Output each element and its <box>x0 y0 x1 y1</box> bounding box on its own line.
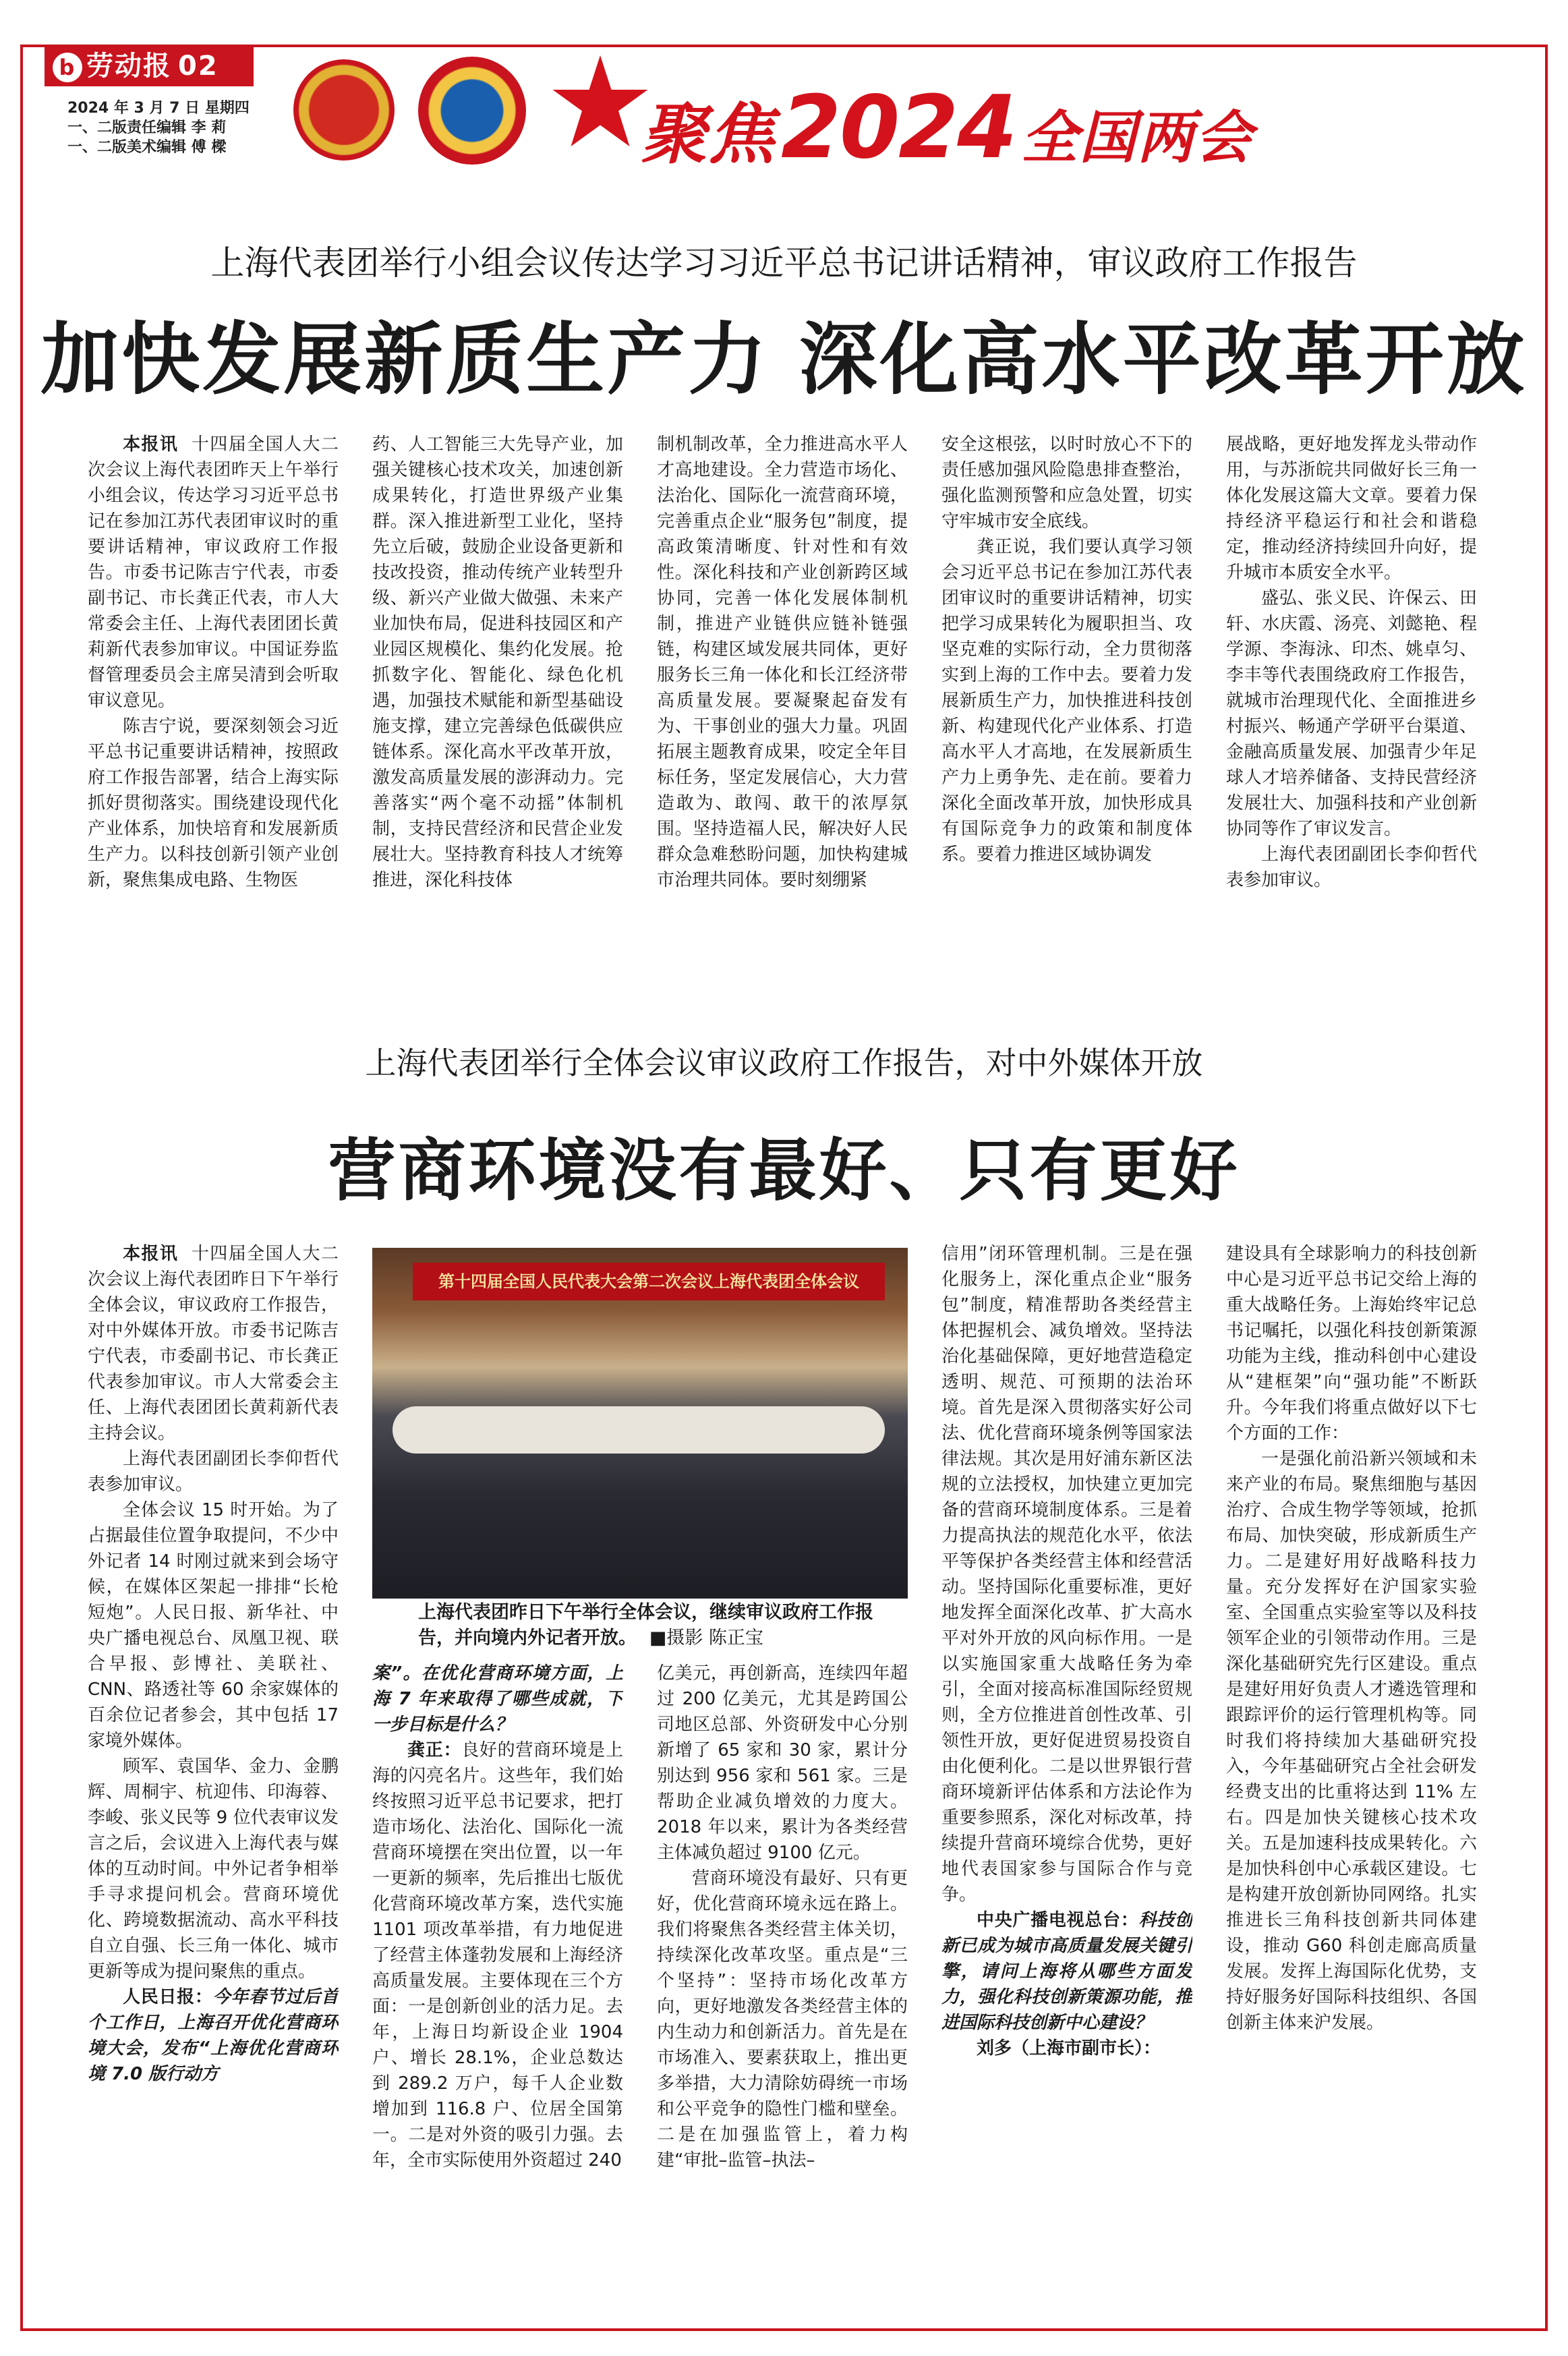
photo-table <box>393 1406 885 1454</box>
page-number: 02 <box>178 51 219 82</box>
paragraph: 龚正说，我们要认真学习领会习近平总书记在参加江苏代表团审议时的重要讲话精神，切实把学习成果转化为履职担当、攻坚克难的实际行动，全力贯彻落实到上海的工作中去。要着力发展新质生产力，加快推进科技创新、构建现代化产业体系、打造高水平人才高地，在发展新质生产力上勇争先、走在前。要着力深化全面改革开放，加快形成具有国际竞争力的政策和制度体系。要着力推进区域协调发 <box>941 537 1192 865</box>
photo-credit: ■摄影 陈正宝 <box>649 1628 763 1648</box>
photo-caption <box>418 1600 904 1651</box>
article2-column-2: 案”。在优化营商环境方面，上海 7 年来取得了哪些成就，下一步目标是什么？ 龚正：良好的营商环境是上海的闪亮名片。这些年，我们始终按照习近平总书记要求，把打造市场化、法治化、国际化一流营商环境摆在突出位置，以一年一更新的频率，先后推出七版优化营商环境改革方案，迭代实施 1101 项改革举措，有力地促进了经营主体蓬勃发展和上海经济高质量发展。主要体现在三个方面：一是创新创业的活力足。去年，上海日均新设企业 1904 户、增长 28.1%，企业总数达到 289.2 万户，每千人企业数增加到 116.8 户、位居全国第一。二是对外资的吸引力强。去年，全市实际使用外资超过 240 <box>372 1661 623 2300</box>
paragraph: 顾军、袁国华、金力、金鹏辉、周桐宇、杭迎伟、印海蓉、李峻、张义民等 9 位代表审议发言之后，会议进入上海代表与媒体的互动时间。中外记者争相举手寻求提问机会。营商环境优化、跨境数据流动、高水平科技自立自强、长三角一体化、城市更新等成为提问聚焦的重点。 <box>88 1756 339 1982</box>
national-emblem-icon <box>293 59 395 161</box>
masthead-meta <box>67 98 250 157</box>
article2-column-4 <box>941 1241 1192 2300</box>
article1-column-2 <box>372 432 623 1012</box>
issue-date: 2024 年 3 月 7 日 星期四 <box>67 100 250 117</box>
paragraph: 亿美元，再创新高，连续四年超过 200 亿美元，尤其是跨国公司地区总部、外资研发中心分别新增了 65 家和 30 家，累计分别达到 956 家和 561 家。三是帮助企业减负增效的力度大。2018 年以来，累计为各类经营主体减负超过 9100 亿元。 <box>657 1663 908 1863</box>
designer-credit: 一、二版美术编辑 傅 樑 <box>67 139 227 156</box>
paragraph: 营商环境没有最好、只有更好，优化营商环境永远在路上。我们将聚焦各类经营主体关切，持续深化改革攻坚。重点是“三个坚持”：坚持市场化改革方向，更好地激发各类经营主体的内生动力和创新活力。首先是在市场准入、要素获取上，推出更多举措，大力清除妨碍统一市场和公平竞争的隐性门槛和壁垒。二是在加强监管上，着力构建“审批–监管–执法– <box>657 1868 908 2171</box>
paragraph: 一是强化前沿新兴领域和未来产业的布局。聚焦细胞与基因治疗、合成生物学等领域，抢抓布局、加快突破，形成新质生产力。二是建好用好战略科技力量。充分发挥好在沪国家实验室、全国重点实验室等以及科技领军企业的引领带动作用。三是深化基础研究先行区建设。重点是建好用好负责人才遴选管理和跟踪评价的运行管理机构等。同时我们将持续加大基础研究投入，今年基础研究占全社会研发经费支出的比重将达到 11% 左右。四是加快关键核心技术攻关。五是加速科技成果转化。六是加快科创中心承载区建设。七是构建开放创新协同网络。扎实推进长三角科技创新共同体建设，推动 G60 科创走廊高质量发展。发挥上海国际化优势，支持好服务好国际科技组织、各国创新主体来沪发展。 <box>1226 1449 1477 2033</box>
article2-headline: 营商环境没有最好、只有更好 <box>328 1130 1240 1210</box>
answer-speaker: 刘多（上海市副市长）： <box>977 2038 1161 2059</box>
article1-column-1: 本报讯 十四届全国人大二次会议上海代表团昨天上午举行小组会议，传达学习习近平总书记在参加江苏代表团审议时的重要讲话精神，审议政府工作报告。市委书记陈吉宁代表，市委副书记、市长龚正代表，市人大常委会主任、上海代表团团长黄莉新代表参加审议。中国证券监督管理委员会主席吴清到会听取审议意见。 陈吉宁说，要深刻领会习近平总书记重要讲话精神，按照政府工作报告部署，结合上海实际抓好贯彻落实。围绕建设现代化产业体系，加快培育和发展新质生产力。以科技创新引领产业创新，聚焦集成电路、生物医 <box>88 432 339 1012</box>
banner-part1: 聚焦 <box>641 96 776 173</box>
caption-text: 上海代表团昨日下午举行全体会议，继续审议政府工作报告，并向境内外记者开放。 <box>418 1602 873 1648</box>
dateline-tag: 本报讯 <box>123 434 179 455</box>
article1-column-3 <box>657 432 908 1012</box>
newspaper-logo <box>53 47 219 85</box>
paragraph: 药、人工智能三大先导产业，加强关键核心技术攻关，加速创新成果转化，打造世界级产业集群。深入推进新型工业化，坚持先立后破，鼓励企业设备更新和技改投资，推动传统产业转型升级、新兴产业做大做强、未来产业加快布局，促进科技园区和产业园区规模化、集约化发展。抢抓数字化、智能化、绿色化机遇，加强技术赋能和新型基础设施支撑，建立完善绿色低碳供应链体系。深化高水平改革开放，激发高质量发展的澎湃动力。完善落实“两个毫不动摇”体制机制，支持民营经济和民营企业发展壮大。坚持教育科技人才统筹推进，深化科技体 <box>372 434 623 890</box>
section-banner <box>641 78 1253 178</box>
article2-column-3 <box>657 1661 908 2300</box>
question-text: 科技创新已成为城市高质量发展关键引擎，请问上海将从哪些方面发力，强化科技创新策源功能，推进国际科技创新中心建设？ <box>941 1910 1192 2033</box>
editor-credit: 一、二版责任编辑 李 莉 <box>67 119 227 136</box>
dateline-tag: 本报讯 <box>123 1244 179 1264</box>
paragraph: 信用”闭环管理机制。三是在强化服务上，深化重点企业“服务包”制度，精准帮助各类经营主体把握机会、减负增效。坚持法治化基础保障，更好地营造稳定透明、规范、可预期的法治环境。首先是深入贯彻落实好公司法、优化营商环境条例等国家法律法规。其次是用好浦东新区法规的立法授权，加快建立更加完备的营商环境制度体系。三是着力提高执法的规范化水平，依法平等保护各类经营主体和经营活动。坚持国际化重要标准，更好地发挥全面深化改革、扩大高水平对外开放的风向标作用。一是以实施国家重大战略任务为牵引，全面对接高标准国际经贸规则，全方位推进首创性改革、引领性开放，更好促进贸易投资自由化便利化。二是以世界银行营商环境新评估体系和方法论作为重要参照系，深化对标改革，持续提升营商环境综合优势，更好地代表国家参与国际合作与竞争。 <box>941 1244 1192 1905</box>
meeting-photo <box>372 1248 908 1599</box>
article1-subtitle: 上海代表团举行小组会议传达学习习近平总书记讲话精神，审议政府工作报告 <box>210 243 1358 283</box>
paragraph: 上海代表团副团长李仰哲代表参加审议。 <box>88 1449 339 1495</box>
question-text: 今年春节过后首个工作日，上海召开优化营商环境大会，发布“上海优化营商环境 7.0 版行动方 <box>88 1987 339 2084</box>
paragraph: 安全这根弦，以时时放心不下的责任感加强风险隐患排查整治，强化监测预警和应急处置，切实守牢城市安全底线。 <box>941 434 1192 531</box>
paragraph: 陈吉宁说，要深刻领会习近平总书记重要讲话精神，按照政府工作报告部署，结合上海实际抓好贯彻落实。围绕建设现代化产业体系，加快培育和发展新质生产力。以科技创新引领产业创新，聚焦集成电路、生物医 <box>88 716 339 890</box>
logo-mark-icon: b <box>53 53 82 82</box>
article1-column-4 <box>941 432 1192 1012</box>
article1-headline: 加快发展新质生产力 深化高水平改革开放 <box>40 314 1528 405</box>
photo-banner-text: 第十四届全国人民代表大会第二次会议上海代表团全体会议 <box>413 1263 885 1300</box>
article2-subtitle: 上海代表团举行全体会议审议政府工作报告，对中外媒体开放 <box>365 1045 1203 1081</box>
banner-year: 2024 <box>781 78 1016 178</box>
question-source: 人民日报： <box>123 1987 213 2007</box>
article1-column-5 <box>1226 432 1477 1012</box>
paragraph: 盛弘、张义民、许保云、田轩、水庆霞、汤亮、刘懿艳、程学源、李海泳、印杰、姚卓匀、李丰等代表围绕政府工作报告，就城市治理现代化、全面推进乡村振兴、畅通产学研平台渠道、金融高质量发展、加强青少年足球人才培养储备、支持民营经济发展壮大、加强科技和产业创新协同等作了审议发言。 <box>1226 588 1477 839</box>
question-source: 中央广播电视总台： <box>977 1910 1139 1930</box>
paragraph: 展战略，更好地发挥龙头带动作用，与苏浙皖共同做好长三角一体化发展这篇大文章。要着力保持经济平稳运行和社会和谐稳定，推动经济持续回升向好，提升城市本质安全水平。 <box>1226 434 1477 583</box>
article2-column-5 <box>1226 1241 1477 2300</box>
cppcc-emblem-icon <box>418 57 526 165</box>
paragraph: 上海代表团副团长李仰哲代表参加审议。 <box>1226 844 1477 890</box>
paragraph: 建设具有全球影响力的科技创新中心是习近平总书记交给上海的重大战略任务。上海始终牢记总书记嘱托，以强化科技创新策源功能为主线，推动科创中心建设从“建框架”向“强功能”不断跃升。今年我们将重点做好以下七个方面的工作： <box>1226 1244 1477 1443</box>
banner-part3: 全国两会 <box>1021 105 1254 171</box>
red-star-icon <box>550 51 651 152</box>
paragraph: 制机制改革，全力推进高水平人才高地建设。全力营造市场化、法治化、国际化一流营商环境，完善重点企业“服务包”制度，提高政策清晰度、针对性和有效性。深化科技和产业创新跨区域协同，完善一体化发展体制机制，推进产业链供应链补链强链，构建区域发展共同体，更好服务长三角一体化和长江经济带高质量发展。要凝聚起奋发有为、干事创业的强大力量。巩固拓展主题教育成果，咬定全年目标任务，坚定发展信心，大力营造敢为、敢闯、敢干的浓厚氛围。坚持造福人民，解决好人民群众急难愁盼问题，加快构建城市治理共同体。要时刻绷紧 <box>657 434 908 890</box>
paragraph: 全体会议 15 时开始。为了占据最佳位置争取提问，不少中外记者 14 时刚过就来到会场守候，在媒体区架起一排排“长枪短炮”。人民日报、新华社、中央广播电视总台、凤凰卫视、联合早报、彭博社、美联社、CNN、路透社等 60 余家媒体的百余位记者参会，其中包括 17 家境外媒体。 <box>88 1500 339 1751</box>
answer-speaker: 龚正： <box>407 1740 462 1760</box>
logo-name: 劳动报 <box>86 51 171 82</box>
article2-column-1: 本报讯 十四届全国人大二次会议上海代表团昨日下午举行全体会议，审议政府工作报告，对中外媒体开放。市委书记陈吉宁代表，市委副书记、市长龚正代表参加审议。市人大常委会主任、上海代表团团长黄莉新代表主持会议。 上海代表团副团长李仰哲代表参加审议。 全体会议 15 时开始。为了占据最佳位置争取提问，不少中外记者 14 时刚过就来到会场守候，在媒体区架起一排排“长枪短炮”。人民日报、新华社、中央广播电视总台、凤凰卫视、联合早报、彭博社、美联社、CNN、路透社等 60 余家媒体的百余位记者参会，其中包括 17 家境外媒体。 顾军、袁国华、金力、金鹏辉、周桐宇、杭迎伟、印海蓉、李峻、张义民等 9 位代表审议发言之后，会议进入上海代表与媒体的互动时间。中外记者争相举手寻求提问机会。营商环境优化、跨境数据流动、高水平科技自立自强、长三角一体化、城市更新等成为提问聚焦的重点。 人民日报：今年春节过后首个工作日，上海召开优化营商环境大会，发布“上海优化营商环境 7.0 版行动方 <box>88 1244 339 2084</box>
question-text: 案”。在优化营商环境方面，上海 7 年来取得了哪些成就，下一步目标是什么？ <box>372 1663 623 1735</box>
